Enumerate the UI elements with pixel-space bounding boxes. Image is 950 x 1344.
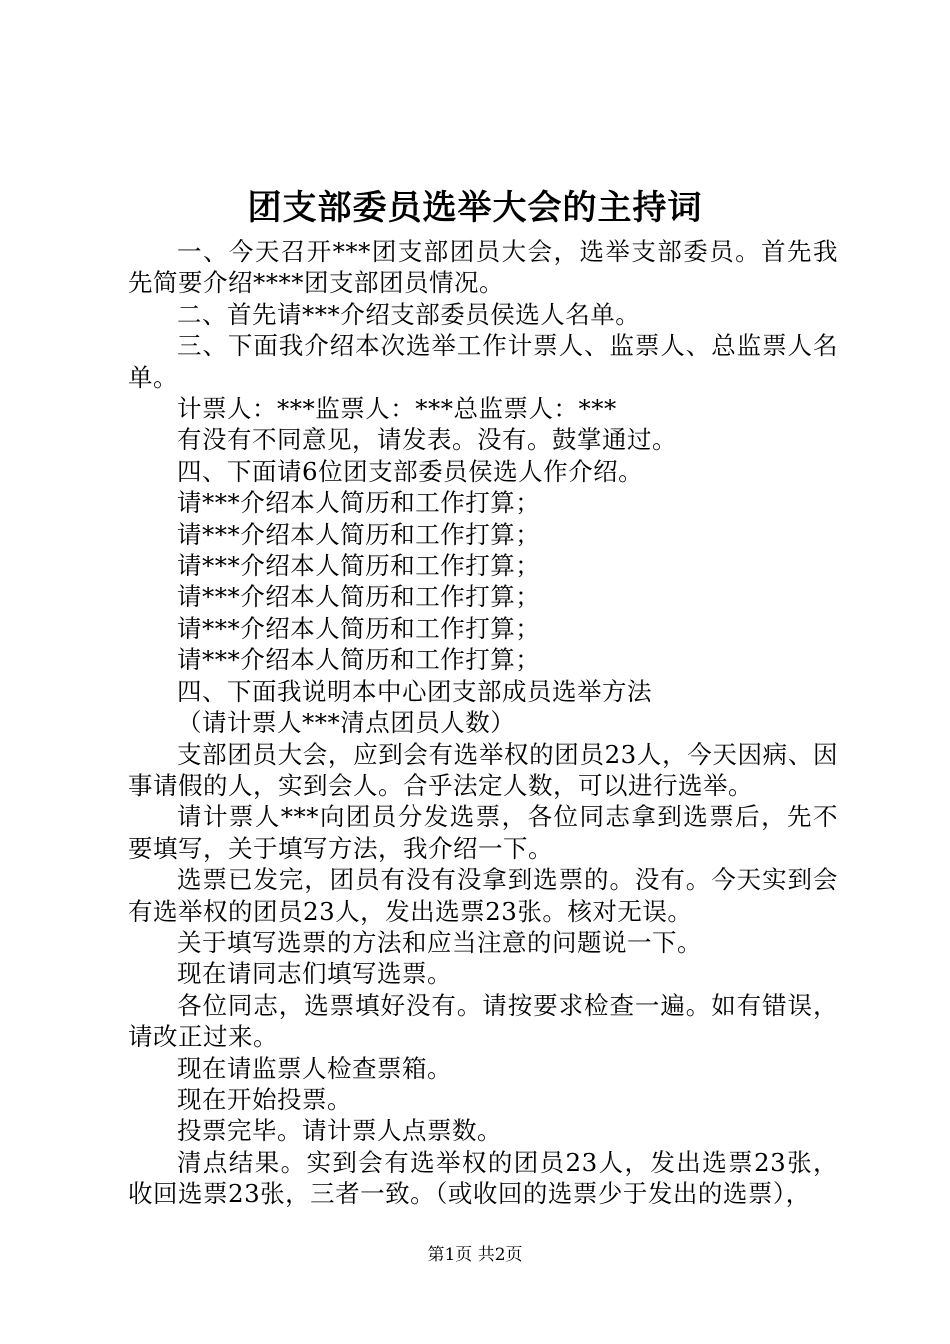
paragraph: （请计票人***清点团员人数）: [177, 708, 516, 738]
paragraph: 投票完毕。请计票人点票数。: [177, 1116, 502, 1146]
paragraph: 请***介绍本人简历和工作打算；: [177, 488, 541, 518]
paragraph: 清点结果。实到会有选举权的团员23人，发出选票23张，收回选票23张，三者一致。（或收回的选票少于发出的选票），: [128, 1147, 838, 1209]
paragraph: 二、首先请***介绍支部委员侯选人名单。: [177, 299, 641, 329]
paragraph: 计票人：***监票人：***总监票人：***: [177, 394, 617, 424]
paragraph: 现在开始投票。: [177, 1084, 352, 1114]
paragraph: 三、下面我介绍本次选举工作计票人、监票人、总监票人名单。: [128, 331, 838, 392]
paragraph: 有没有不同意见，请发表。没有。鼓掌通过。: [177, 425, 677, 455]
paragraph: 关于填写选票的方法和应当注意的问题说一下。: [177, 927, 702, 957]
paragraph: 请***介绍本人简历和工作打算；: [177, 551, 541, 581]
paragraph: 请***介绍本人简历和工作打算；: [177, 519, 541, 549]
paragraph: 请***介绍本人简历和工作打算；: [177, 645, 541, 675]
paragraph: 四、下面请6位团支部委员侯选人作介绍。: [177, 456, 644, 486]
document-title: 团支部委员选举大会的主持词: [247, 188, 703, 228]
paragraph: 请计票人***向团员分发选票，各位同志拿到选票后，先不要填写，关于填写方法，我介绍一下。: [128, 802, 838, 863]
paragraph: 选票已发完，团员有没有没拿到选票的。没有。今天实到会有选举权的团员23人，发出选票23张。核对无误。: [128, 865, 838, 926]
paragraph: 现在请同志们填写选票。: [177, 959, 452, 989]
document-body: [128, 236, 838, 1210]
paragraph: 请***介绍本人简历和工作打算；: [177, 582, 541, 612]
paragraph: 各位同志，选票填好没有。请按要求检查一遍。如有错误，请改正过来。: [128, 990, 838, 1052]
page-number: 第1页 共2页: [427, 1245, 523, 1265]
paragraph: 一、今天召开***团支部团员大会，选举支部委员。首先我先简要介绍****团支部团员情况。: [128, 237, 838, 298]
paragraph: 支部团员大会，应到会有选举权的团员23人，今天因病、因事请假的人，实到会人。合乎法定人数，可以进行选举。: [128, 739, 838, 800]
paragraph: 现在请监票人检查票箱。: [177, 1053, 452, 1083]
paragraph: 四、下面我说明本中心团支部成员选举方法: [177, 676, 652, 706]
paragraph: 请***介绍本人简历和工作打算；: [177, 613, 541, 643]
